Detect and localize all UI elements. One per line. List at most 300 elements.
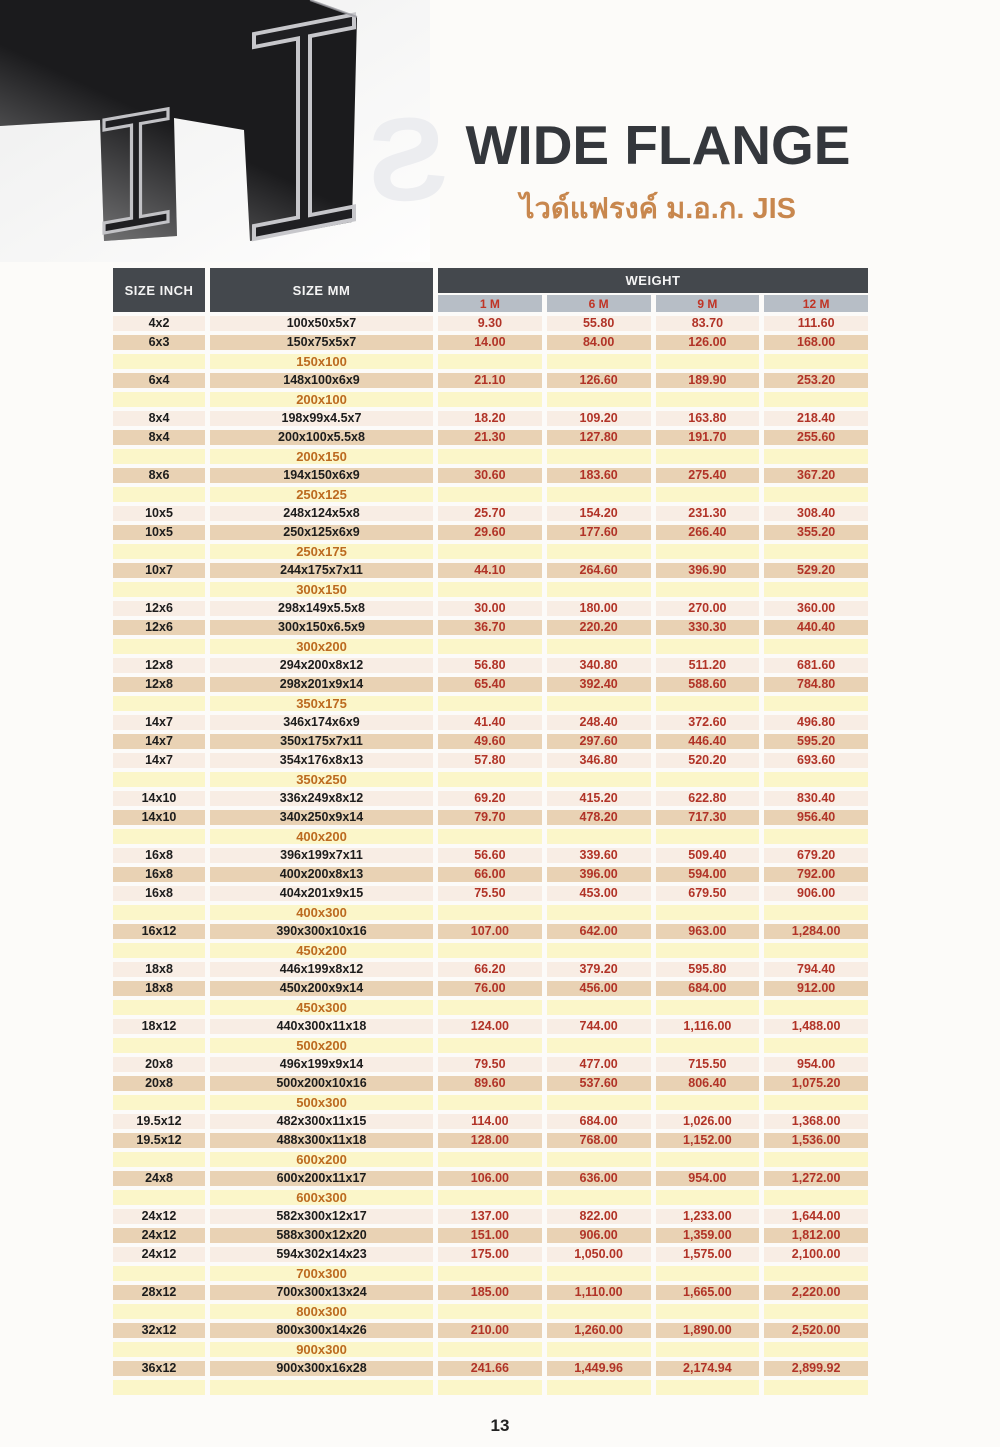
weight-6m-cell: [547, 544, 651, 559]
weight-12m-cell: [764, 943, 868, 958]
page-subtitle-thai: ไวด์แฟรงค์ ม.อ.ก. JIS: [520, 193, 796, 225]
weight-6m-cell: 220.20: [547, 620, 651, 635]
size-inch-cell: [113, 1152, 205, 1167]
weight-12m-cell: 906.00: [764, 886, 868, 901]
weight-1m-cell: [438, 905, 542, 920]
weight-1m-cell: [438, 544, 542, 559]
weight-12m-cell: 2,520.00: [764, 1323, 868, 1338]
group-row: [113, 392, 868, 407]
size-inch-cell: 24x12: [113, 1228, 205, 1243]
weight-9m-cell: [656, 1266, 760, 1281]
weight-1m-cell: [438, 639, 542, 654]
table-row: [113, 1285, 868, 1300]
weight-1m-cell: 14.00: [438, 335, 542, 350]
table-row: [113, 411, 868, 426]
size-inch-cell: 6x4: [113, 373, 205, 388]
table-row: [113, 1057, 868, 1072]
size-mm-cell: 300x150: [210, 582, 433, 597]
weight-9m-cell: 231.30: [656, 506, 760, 521]
weight-9m-cell: 163.80: [656, 411, 760, 426]
weight-1m-cell: 175.00: [438, 1247, 542, 1262]
table-row: [113, 753, 868, 768]
size-mm-cell: 244x175x7x11: [210, 563, 433, 578]
table-row: [113, 924, 868, 939]
size-inch-cell: [113, 1342, 205, 1357]
weight-9m-cell: 446.40: [656, 734, 760, 749]
size-mm-cell: 600x300: [210, 1190, 433, 1205]
weight-12m-cell: [764, 1000, 868, 1015]
weight-1m-cell: 66.20: [438, 962, 542, 977]
weight-12m-cell: [764, 392, 868, 407]
weight-9m-cell: 511.20: [656, 658, 760, 673]
weight-1m-cell: [438, 1000, 542, 1015]
wide-flange-table: [113, 268, 868, 1399]
weight-12m-cell: 2,220.00: [764, 1285, 868, 1300]
weight-12m-cell: 1,812.00: [764, 1228, 868, 1243]
weight-12m-cell: 792.00: [764, 867, 868, 882]
weight-6m-cell: 636.00: [547, 1171, 651, 1186]
size-mm-cell: 396x199x7x11: [210, 848, 433, 863]
weight-6m-cell: 684.00: [547, 1114, 651, 1129]
weight-12m-cell: 168.00: [764, 335, 868, 350]
weight-1m-cell: 114.00: [438, 1114, 542, 1129]
weight-6m-cell: 396.00: [547, 867, 651, 882]
size-inch-cell: 16x8: [113, 886, 205, 901]
spacer-row: [113, 1380, 868, 1395]
weight-6m-cell: 744.00: [547, 1019, 651, 1034]
size-mm-cell: 588x300x12x20: [210, 1228, 433, 1243]
col-header-12m: 12 M: [764, 295, 868, 312]
weight-12m-cell: 1,272.00: [764, 1171, 868, 1186]
weight-1m-cell: [438, 1038, 542, 1053]
size-mm-cell: 350x250: [210, 772, 433, 787]
weight-12m-cell: 912.00: [764, 981, 868, 996]
table-header: [113, 268, 868, 312]
weight-6m-cell: 183.60: [547, 468, 651, 483]
weight-12m-cell: [764, 772, 868, 787]
size-mm-cell: [210, 1380, 433, 1395]
size-mm-cell: 500x200: [210, 1038, 433, 1053]
weight-1m-cell: 69.20: [438, 791, 542, 806]
size-mm-cell: 298x149x5.5x8: [210, 601, 433, 616]
weight-9m-cell: 1,152.00: [656, 1133, 760, 1148]
weight-6m-cell: 453.00: [547, 886, 651, 901]
weight-9m-cell: 963.00: [656, 924, 760, 939]
weight-9m-cell: 189.90: [656, 373, 760, 388]
weight-6m-cell: 1,449.96: [547, 1361, 651, 1376]
weight-12m-cell: [764, 905, 868, 920]
weight-6m-cell: [547, 582, 651, 597]
table-row: [113, 563, 868, 578]
weight-1m-cell: 79.50: [438, 1057, 542, 1072]
size-inch-cell: 14x10: [113, 791, 205, 806]
size-inch-cell: [113, 582, 205, 597]
size-mm-cell: 336x249x8x12: [210, 791, 433, 806]
weight-6m-cell: 340.80: [547, 658, 651, 673]
size-inch-cell: 24x8: [113, 1171, 205, 1186]
size-mm-cell: 350x175: [210, 696, 433, 711]
size-inch-cell: 24x12: [113, 1247, 205, 1262]
size-mm-cell: 294x200x8x12: [210, 658, 433, 673]
weight-12m-cell: [764, 449, 868, 464]
weight-9m-cell: 1,359.00: [656, 1228, 760, 1243]
size-inch-cell: 12x6: [113, 620, 205, 635]
table-row: [113, 1114, 868, 1129]
weight-6m-cell: [547, 1342, 651, 1357]
col-header-6m: 6 M: [547, 295, 651, 312]
weight-1m-cell: [438, 449, 542, 464]
weight-9m-cell: 594.00: [656, 867, 760, 882]
weight-9m-cell: [656, 696, 760, 711]
weight-9m-cell: [656, 943, 760, 958]
weight-12m-cell: [764, 1095, 868, 1110]
weight-12m-cell: [764, 639, 868, 654]
size-mm-cell: 150x75x5x7: [210, 335, 433, 350]
weight-1m-cell: 79.70: [438, 810, 542, 825]
size-inch-cell: 14x10: [113, 810, 205, 825]
group-row: [113, 943, 868, 958]
weight-6m-cell: 822.00: [547, 1209, 651, 1224]
size-mm-cell: 594x302x14x23: [210, 1247, 433, 1262]
size-inch-cell: [113, 1190, 205, 1205]
size-mm-cell: 250x125x6x9: [210, 525, 433, 540]
size-inch-cell: 8x4: [113, 430, 205, 445]
weight-12m-cell: 595.20: [764, 734, 868, 749]
weight-12m-cell: [764, 487, 868, 502]
table-row: [113, 1209, 868, 1224]
weight-9m-cell: 1,575.00: [656, 1247, 760, 1262]
size-mm-cell: 194x150x6x9: [210, 468, 433, 483]
size-mm-cell: 354x176x8x13: [210, 753, 433, 768]
weight-6m-cell: 477.00: [547, 1057, 651, 1072]
weight-1m-cell: [438, 1095, 542, 1110]
weight-6m-cell: [547, 1038, 651, 1053]
weight-6m-cell: 456.00: [547, 981, 651, 996]
size-inch-cell: 19.5x12: [113, 1114, 205, 1129]
weight-9m-cell: [656, 487, 760, 502]
weight-9m-cell: [656, 639, 760, 654]
group-row: [113, 449, 868, 464]
size-mm-cell: 200x100: [210, 392, 433, 407]
size-mm-cell: 346x174x6x9: [210, 715, 433, 730]
weight-1m-cell: 56.80: [438, 658, 542, 673]
table-row: [113, 848, 868, 863]
weight-12m-cell: [764, 1342, 868, 1357]
size-inch-cell: [113, 487, 205, 502]
weight-9m-cell: 191.70: [656, 430, 760, 445]
weight-6m-cell: 642.00: [547, 924, 651, 939]
size-mm-cell: 450x200: [210, 943, 433, 958]
weight-6m-cell: [547, 354, 651, 369]
weight-12m-cell: 111.60: [764, 316, 868, 331]
weight-9m-cell: 1,233.00: [656, 1209, 760, 1224]
table-row: [113, 506, 868, 521]
size-mm-cell: 700x300x13x24: [210, 1285, 433, 1300]
weight-1m-cell: 29.60: [438, 525, 542, 540]
size-inch-cell: [113, 696, 205, 711]
group-row: [113, 639, 868, 654]
size-inch-cell: [113, 943, 205, 958]
table-row: [113, 601, 868, 616]
weight-1m-cell: 30.60: [438, 468, 542, 483]
size-inch-cell: [113, 1038, 205, 1053]
weight-9m-cell: 1,890.00: [656, 1323, 760, 1338]
weight-9m-cell: [656, 354, 760, 369]
size-inch-cell: [113, 639, 205, 654]
size-inch-cell: [113, 544, 205, 559]
table-row: [113, 791, 868, 806]
table-row: [113, 335, 868, 350]
size-mm-cell: 400x300: [210, 905, 433, 920]
weight-1m-cell: [438, 1152, 542, 1167]
weight-6m-cell: [547, 1380, 651, 1395]
weight-1m-cell: [438, 392, 542, 407]
weight-6m-cell: [547, 392, 651, 407]
size-inch-cell: 12x8: [113, 658, 205, 673]
weight-9m-cell: [656, 905, 760, 920]
weight-6m-cell: 768.00: [547, 1133, 651, 1148]
weight-6m-cell: 1,260.00: [547, 1323, 651, 1338]
size-mm-cell: 600x200x11x17: [210, 1171, 433, 1186]
weight-1m-cell: 44.10: [438, 563, 542, 578]
table-row: [113, 1361, 868, 1376]
size-inch-cell: 12x6: [113, 601, 205, 616]
table-row: [113, 981, 868, 996]
weight-6m-cell: 1,110.00: [547, 1285, 651, 1300]
weight-12m-cell: 360.00: [764, 601, 868, 616]
weight-1m-cell: [438, 1190, 542, 1205]
size-inch-cell: 20x8: [113, 1076, 205, 1091]
weight-9m-cell: 330.30: [656, 620, 760, 635]
weight-1m-cell: 185.00: [438, 1285, 542, 1300]
table-row: [113, 1228, 868, 1243]
weight-12m-cell: [764, 1152, 868, 1167]
weight-9m-cell: 266.40: [656, 525, 760, 540]
size-mm-cell: 900x300: [210, 1342, 433, 1357]
weight-9m-cell: 715.50: [656, 1057, 760, 1072]
weight-6m-cell: [547, 1095, 651, 1110]
weight-9m-cell: [656, 582, 760, 597]
weight-6m-cell: [547, 696, 651, 711]
weight-1m-cell: [438, 1342, 542, 1357]
group-row: [113, 696, 868, 711]
weight-9m-cell: [656, 544, 760, 559]
group-row: [113, 1304, 868, 1319]
weight-12m-cell: 1,284.00: [764, 924, 868, 939]
weight-1m-cell: 210.00: [438, 1323, 542, 1338]
weight-9m-cell: 126.00: [656, 335, 760, 350]
weight-1m-cell: [438, 829, 542, 844]
group-row: [113, 1038, 868, 1053]
weight-12m-cell: [764, 354, 868, 369]
size-inch-cell: [113, 905, 205, 920]
weight-12m-cell: [764, 1380, 868, 1395]
weight-1m-cell: [438, 582, 542, 597]
weight-1m-cell: [438, 1380, 542, 1395]
table-row: [113, 867, 868, 882]
weight-9m-cell: [656, 392, 760, 407]
weight-12m-cell: 954.00: [764, 1057, 868, 1072]
weight-9m-cell: 954.00: [656, 1171, 760, 1186]
size-mm-cell: 248x124x5x8: [210, 506, 433, 521]
weight-6m-cell: 415.20: [547, 791, 651, 806]
weight-9m-cell: [656, 1304, 760, 1319]
size-inch-cell: [113, 1380, 205, 1395]
weight-12m-cell: 679.20: [764, 848, 868, 863]
size-mm-cell: 390x300x10x16: [210, 924, 433, 939]
col-header-size-mm: SIZE MM: [210, 268, 433, 312]
size-inch-cell: 18x8: [113, 981, 205, 996]
group-row: [113, 487, 868, 502]
size-mm-cell: 200x100x5.5x8: [210, 430, 433, 445]
size-mm-cell: 700x300: [210, 1266, 433, 1281]
weight-6m-cell: [547, 829, 651, 844]
size-inch-cell: 24x12: [113, 1209, 205, 1224]
weight-1m-cell: 128.00: [438, 1133, 542, 1148]
col-header-weight: WEIGHT: [438, 268, 868, 293]
page-title: WIDE FLANGE: [465, 114, 851, 176]
weight-9m-cell: [656, 1095, 760, 1110]
table-row: [113, 962, 868, 977]
weight-9m-cell: 520.20: [656, 753, 760, 768]
weight-9m-cell: 806.40: [656, 1076, 760, 1091]
weight-9m-cell: 396.90: [656, 563, 760, 578]
weight-1m-cell: 49.60: [438, 734, 542, 749]
size-mm-cell: 250x175: [210, 544, 433, 559]
size-inch-cell: [113, 1266, 205, 1281]
size-mm-cell: 100x50x5x7: [210, 316, 433, 331]
weight-12m-cell: 355.20: [764, 525, 868, 540]
weight-12m-cell: 440.40: [764, 620, 868, 635]
table-row: [113, 734, 868, 749]
weight-9m-cell: [656, 1342, 760, 1357]
size-inch-cell: 14x7: [113, 734, 205, 749]
weight-6m-cell: 1,050.00: [547, 1247, 651, 1262]
weight-12m-cell: 2,100.00: [764, 1247, 868, 1262]
size-mm-cell: 300x200: [210, 639, 433, 654]
weight-1m-cell: 41.40: [438, 715, 542, 730]
weight-6m-cell: 537.60: [547, 1076, 651, 1091]
weight-9m-cell: 622.80: [656, 791, 760, 806]
weight-1m-cell: 241.66: [438, 1361, 542, 1376]
weight-1m-cell: 36.70: [438, 620, 542, 635]
table-row: [113, 1019, 868, 1034]
weight-9m-cell: 270.00: [656, 601, 760, 616]
size-inch-cell: 10x7: [113, 563, 205, 578]
size-mm-cell: 450x300: [210, 1000, 433, 1015]
weight-12m-cell: 830.40: [764, 791, 868, 806]
group-row: [113, 1266, 868, 1281]
size-mm-cell: 404x201x9x15: [210, 886, 433, 901]
weight-1m-cell: [438, 943, 542, 958]
size-inch-cell: 36x12: [113, 1361, 205, 1376]
size-mm-cell: 450x200x9x14: [210, 981, 433, 996]
weight-1m-cell: [438, 772, 542, 787]
size-mm-cell: 300x150x6.5x9: [210, 620, 433, 635]
weight-6m-cell: 906.00: [547, 1228, 651, 1243]
weight-1m-cell: 66.00: [438, 867, 542, 882]
weight-12m-cell: 784.80: [764, 677, 868, 692]
size-mm-cell: 488x300x11x18: [210, 1133, 433, 1148]
weight-6m-cell: 84.00: [547, 335, 651, 350]
weight-6m-cell: 177.60: [547, 525, 651, 540]
weight-12m-cell: 681.60: [764, 658, 868, 673]
size-mm-cell: 496x199x9x14: [210, 1057, 433, 1072]
weight-12m-cell: 1,488.00: [764, 1019, 868, 1034]
weight-9m-cell: 1,026.00: [656, 1114, 760, 1129]
size-mm-cell: 148x100x6x9: [210, 373, 433, 388]
weight-9m-cell: 1,116.00: [656, 1019, 760, 1034]
size-mm-cell: 482x300x11x15: [210, 1114, 433, 1129]
size-mm-cell: 400x200: [210, 829, 433, 844]
size-mm-cell: 500x200x10x16: [210, 1076, 433, 1091]
weight-9m-cell: [656, 1038, 760, 1053]
table-row: [113, 1323, 868, 1338]
group-row: [113, 829, 868, 844]
weight-12m-cell: 2,899.92: [764, 1361, 868, 1376]
group-row: [113, 544, 868, 559]
weight-6m-cell: 478.20: [547, 810, 651, 825]
weight-9m-cell: [656, 1152, 760, 1167]
size-mm-cell: 582x300x12x17: [210, 1209, 433, 1224]
weight-9m-cell: [656, 829, 760, 844]
weight-9m-cell: [656, 449, 760, 464]
group-row: [113, 905, 868, 920]
table-row: [113, 620, 868, 635]
weight-6m-cell: 154.20: [547, 506, 651, 521]
size-mm-cell: 600x200: [210, 1152, 433, 1167]
weight-6m-cell: [547, 1190, 651, 1205]
table-row: [113, 1247, 868, 1262]
weight-9m-cell: [656, 772, 760, 787]
group-row: [113, 1152, 868, 1167]
size-inch-cell: [113, 829, 205, 844]
size-mm-cell: 400x200x8x13: [210, 867, 433, 882]
table-row: [113, 658, 868, 673]
weight-12m-cell: [764, 582, 868, 597]
group-row: [113, 1190, 868, 1205]
weight-12m-cell: [764, 1038, 868, 1053]
bleedthrough-ghost-text: S: [363, 91, 452, 229]
size-inch-cell: [113, 354, 205, 369]
size-mm-cell: 350x175x7x11: [210, 734, 433, 749]
size-mm-cell: 198x99x4.5x7: [210, 411, 433, 426]
weight-6m-cell: [547, 449, 651, 464]
table-row: [113, 1076, 868, 1091]
weight-1m-cell: [438, 1266, 542, 1281]
table-row: [113, 468, 868, 483]
weight-6m-cell: [547, 487, 651, 502]
table-row: [113, 1133, 868, 1148]
weight-1m-cell: 151.00: [438, 1228, 542, 1243]
weight-1m-cell: 89.60: [438, 1076, 542, 1091]
weight-9m-cell: 2,174.94: [656, 1361, 760, 1376]
size-inch-cell: 6x3: [113, 335, 205, 350]
weight-1m-cell: 65.40: [438, 677, 542, 692]
weight-12m-cell: [764, 696, 868, 711]
weight-6m-cell: [547, 639, 651, 654]
weight-6m-cell: 379.20: [547, 962, 651, 977]
weight-9m-cell: 588.60: [656, 677, 760, 692]
size-mm-cell: 200x150: [210, 449, 433, 464]
size-mm-cell: 900x300x16x28: [210, 1361, 433, 1376]
weight-1m-cell: 137.00: [438, 1209, 542, 1224]
size-inch-cell: 16x12: [113, 924, 205, 939]
group-row: [113, 772, 868, 787]
page-number: 13: [490, 1416, 510, 1435]
size-inch-cell: 8x6: [113, 468, 205, 483]
group-row: [113, 354, 868, 369]
